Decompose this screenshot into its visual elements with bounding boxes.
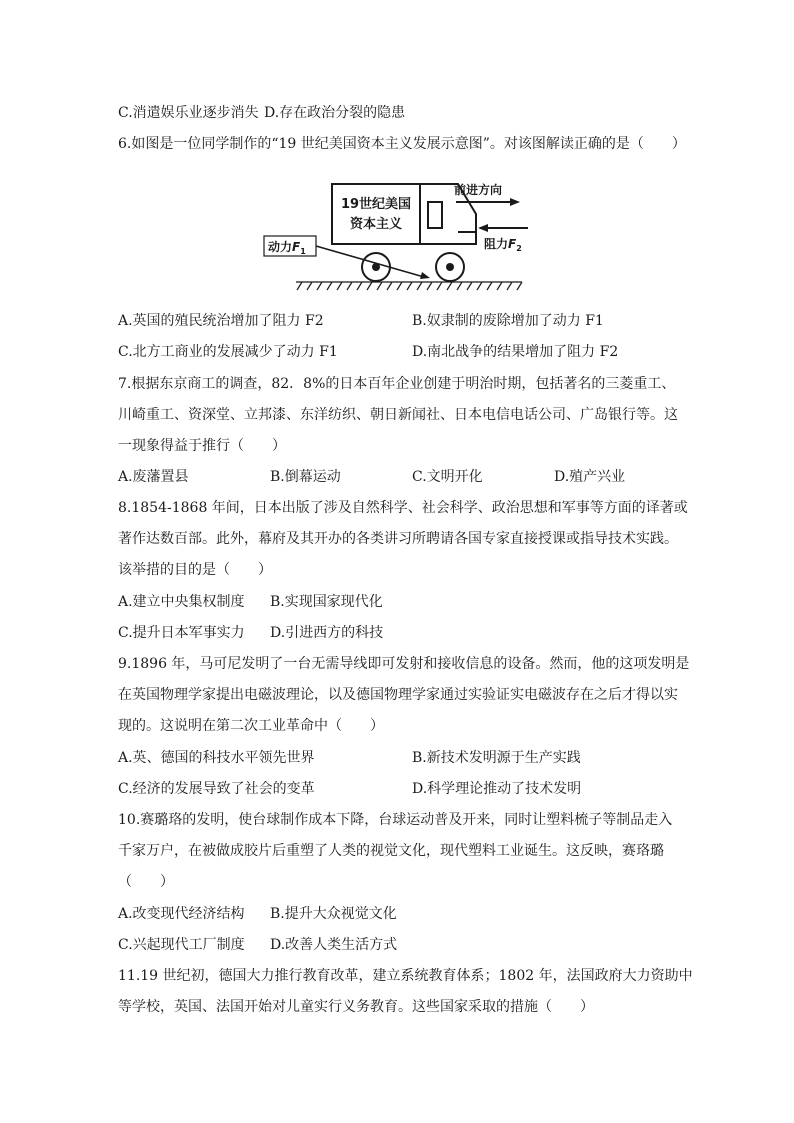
q7-option-a: A.废藩置县 [118,469,189,485]
q7-stem-line-1: 7.根据东京商工的调查，82．8%的日本百年企业创建于明治时期，包括著名的三菱重工、 [118,376,676,392]
q10-stem-line-1: 10.赛璐珞的发明，使台球制作成本下降，台球运动普及开来，同时让塑料梳子等制品走入 [118,812,673,828]
q5-option-c: C.消遣娱乐业逐步消失 [118,105,259,121]
q7-stem-line-2: 川崎重工、资深堂、立邦漆、东洋纺织、朝日新闻社、日本电信电话公司、广岛银行等。这 [118,407,678,423]
capitalism-truck-diagram [262,176,538,298]
q8-option-a: A.建立中央集权制度 [118,594,245,610]
resistance-label: 阻力$F_2$ [484,237,522,253]
q8-stem-line-2: 著作达数百部。此外，幕府及其开办的各类讲习所聘请各国专家直接授课或指导技术实践。 [118,531,678,547]
q10-stem-line-2: 千家万户，在被做成胶片后重塑了人类的视觉文化，现代塑料工业诞生。这反映，赛珞璐 [118,843,664,859]
q10-option-d: D.改善人类生活方式 [270,937,398,953]
q7-option-d: D.殖产兴业 [554,469,626,485]
q9-option-c: C.经济的发展导致了社会的变革 [118,781,315,797]
q11-stem-line-2: 等学校，英国、法国开始对儿童实行义务教育。这些国家采取的措施（ ） [118,999,594,1015]
q6-option-d: D.南北战争的结果增加了阻力 F2 [412,344,619,360]
q10-option-b: B.提升大众视觉文化 [270,906,397,922]
truck-label-line-1: 19世纪美国 [340,197,412,212]
q9-option-b: B.新技术发明源于生产实践 [412,750,581,766]
q8-option-b: B.实现国家现代化 [270,594,383,610]
power-label: 动力$F_1$ [268,240,306,256]
q10-stem-line-3: （ ） [118,874,174,890]
power-arrow-icon [316,246,430,279]
q9-option-d: D.科学理论推动了技术发明 [412,781,582,797]
q9-option-a: A.英、德国的科技水平领先世界 [118,750,315,766]
wheel-rear [362,253,390,281]
q5-option-d: D.存在政治分裂的隐患 [264,105,406,121]
q8-stem-line-3: 该举措的目的是（ ） [118,562,272,578]
q6-option-a: A.英国的殖民统治增加了阻力 F2 [118,313,324,329]
q7-option-c: C.文明开化 [412,469,483,485]
q7-option-b: B.倒幕运动 [270,469,341,485]
q8-option-c: C.提升日本军事实力 [118,625,245,641]
q6-stem: 6.如图是一位同学制作的“19 世纪美国资本主义发展示意图”。对该图解读正确的是（ ） [118,136,686,152]
q9-stem-line-3: 现的。这说明在第二次工业革命中（ ） [118,718,384,734]
q6-option-c: C.北方工商业的发展减少了动力 F1 [118,344,338,360]
q8-stem-line-1: 8.1854-1868 年间，日本出版了涉及自然科学、社会科学、政治思想和军事等方面的译著或 [118,500,688,516]
q7-stem-line-3: 一现象得益于推行（ ） [118,438,286,454]
q11-stem-line-1: 11.19 世纪初，德国大力推行教育改革，建立系统教育体系；1802 年，法国政府大力资助中 [118,968,693,984]
forward-arrow-icon [456,198,520,206]
wheel-front [436,253,464,281]
forward-direction-label: 前进方向 [454,183,503,197]
truck-label-line-2: 资本主义 [349,217,403,232]
q8-option-d: D.引进西方的科技 [270,625,384,641]
q10-option-c: C.兴起现代工厂制度 [118,937,245,953]
q9-stem-line-2: 在英国物理学家提出电磁波理论，以及德国物理学家通过实验证实电磁波存在之后才得以实 [118,687,678,703]
resistance-arrow-icon [478,224,528,232]
q9-stem-line-1: 9.1896 年，马可尼发明了一台无需导线即可发射和接收信息的设备。然而，他的这项发明是 [118,656,690,672]
q6-option-b: B.奴隶制的废除增加了动力 F1 [412,313,604,329]
ground-line [296,282,522,290]
q10-option-a: A.改变现代经济结构 [118,906,245,922]
